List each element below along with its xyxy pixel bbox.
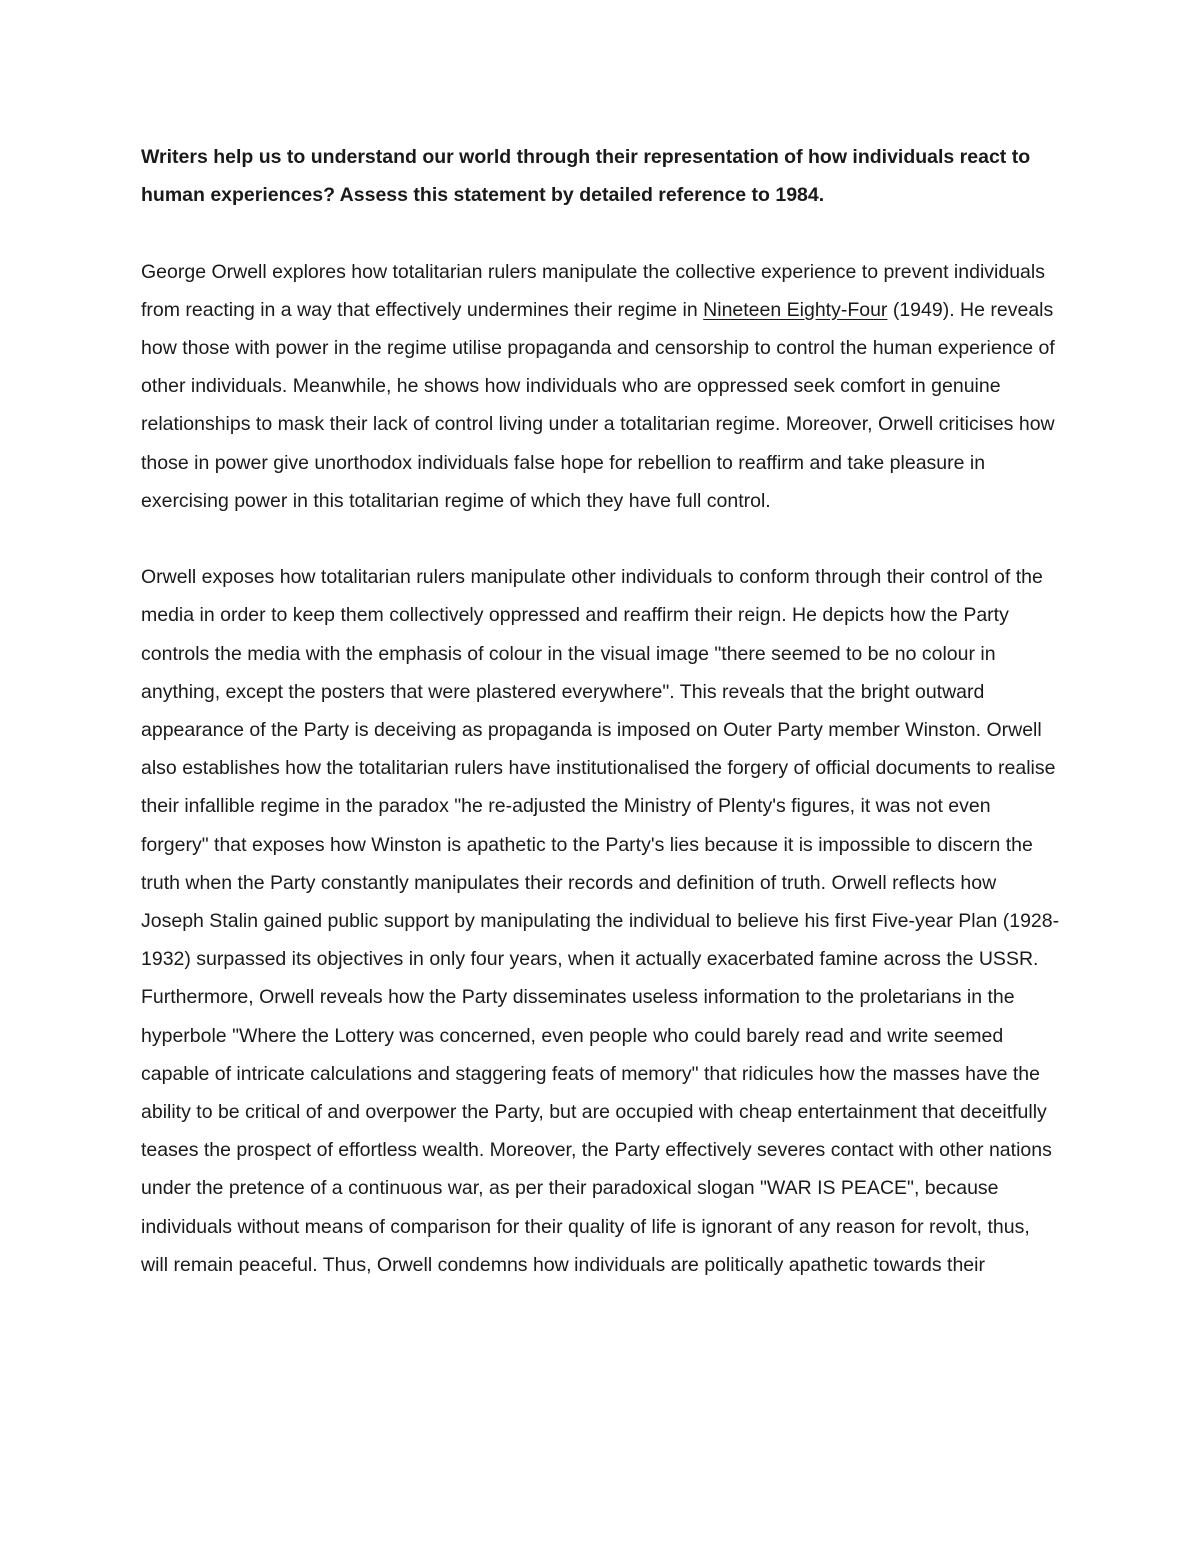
intro-text-end: (1949). He reveals how those with power in the regime utilise propaganda and censorship to control the human experience of other individuals. Meanwhile, he shows how individuals who are oppressed seek comfort in genuine relationships to mask their lack of control living under a totalitarian regime. Moreover, Orwell criticises how those in power give unorthodox individuals false hope for rebellion to reaffirm and take pleasure in exercising power in this totalitarian regime of which they have full control. bbox=[141, 298, 1055, 512]
intro-text-start: George Orwell explores how totalitarian rulers manipulate the collective experience to prevent individuals from reacting in a way that effectively undermines their regime in bbox=[141, 260, 1045, 321]
intro-paragraph bbox=[141, 253, 1061, 520]
book-title-underlined: Nineteen Eighty-Four bbox=[703, 298, 888, 321]
body-paragraph-1: Orwell exposes how totalitarian rulers manipulate other individuals to conform through their control of the media in order to keep them collectively oppressed and reaffirm their reign. He depicts how the Party controls the media with the emphasis of colour in the visual image "there seemed to be no colour in anything, except the posters that were plastered everywhere". This reveals that the bright outward appearance of the Party is deceiving as propaganda is imposed on Outer Party member Winston. Orwell also establishes how the totalitarian rulers have institutionalised the forgery of official documents to realise their infallible regime in the paradox "he re-adjusted the Ministry of Plenty's figures, it was not even forgery" that exposes how Winston is apathetic to the Party's lies because it is impossible to discern the truth when the Party constantly manipulates their records and definition of truth. Orwell reflects how Joseph Stalin gained public support by manipulating the individual to believe his first Five-year Plan (1928-1932) surpassed its objectives in only four years, when it actually exacerbated famine across the USSR. Furthermore, Orwell reveals how the Party disseminates useless information to the proletarians in the hyperbole "Where the Lottery was concerned, even people who could barely read and write seemed capable of intricate calculations and staggering feats of memory" that ridicules how the masses have the ability to be critical of and overpower the Party, but are occupied with cheap entertainment that deceitfully teases the prospect of effortless wealth. Moreover, the Party effectively severes contact with other nations under the pretence of a continuous war, as per their paradoxical slogan "WAR IS PEACE", because individuals without means of comparison for their quality of life is ignorant of any reason for revolt, thus, will remain peaceful. Thus, Orwell condemns how individuals are politically apathetic towards their bbox=[141, 566, 1060, 1276]
essay-question-heading: Writers help us to understand our world through their representation of how individuals react to human experiences? Assess this statement by detailed reference to 1984. bbox=[141, 146, 1031, 207]
essay-body bbox=[141, 138, 1061, 1322]
